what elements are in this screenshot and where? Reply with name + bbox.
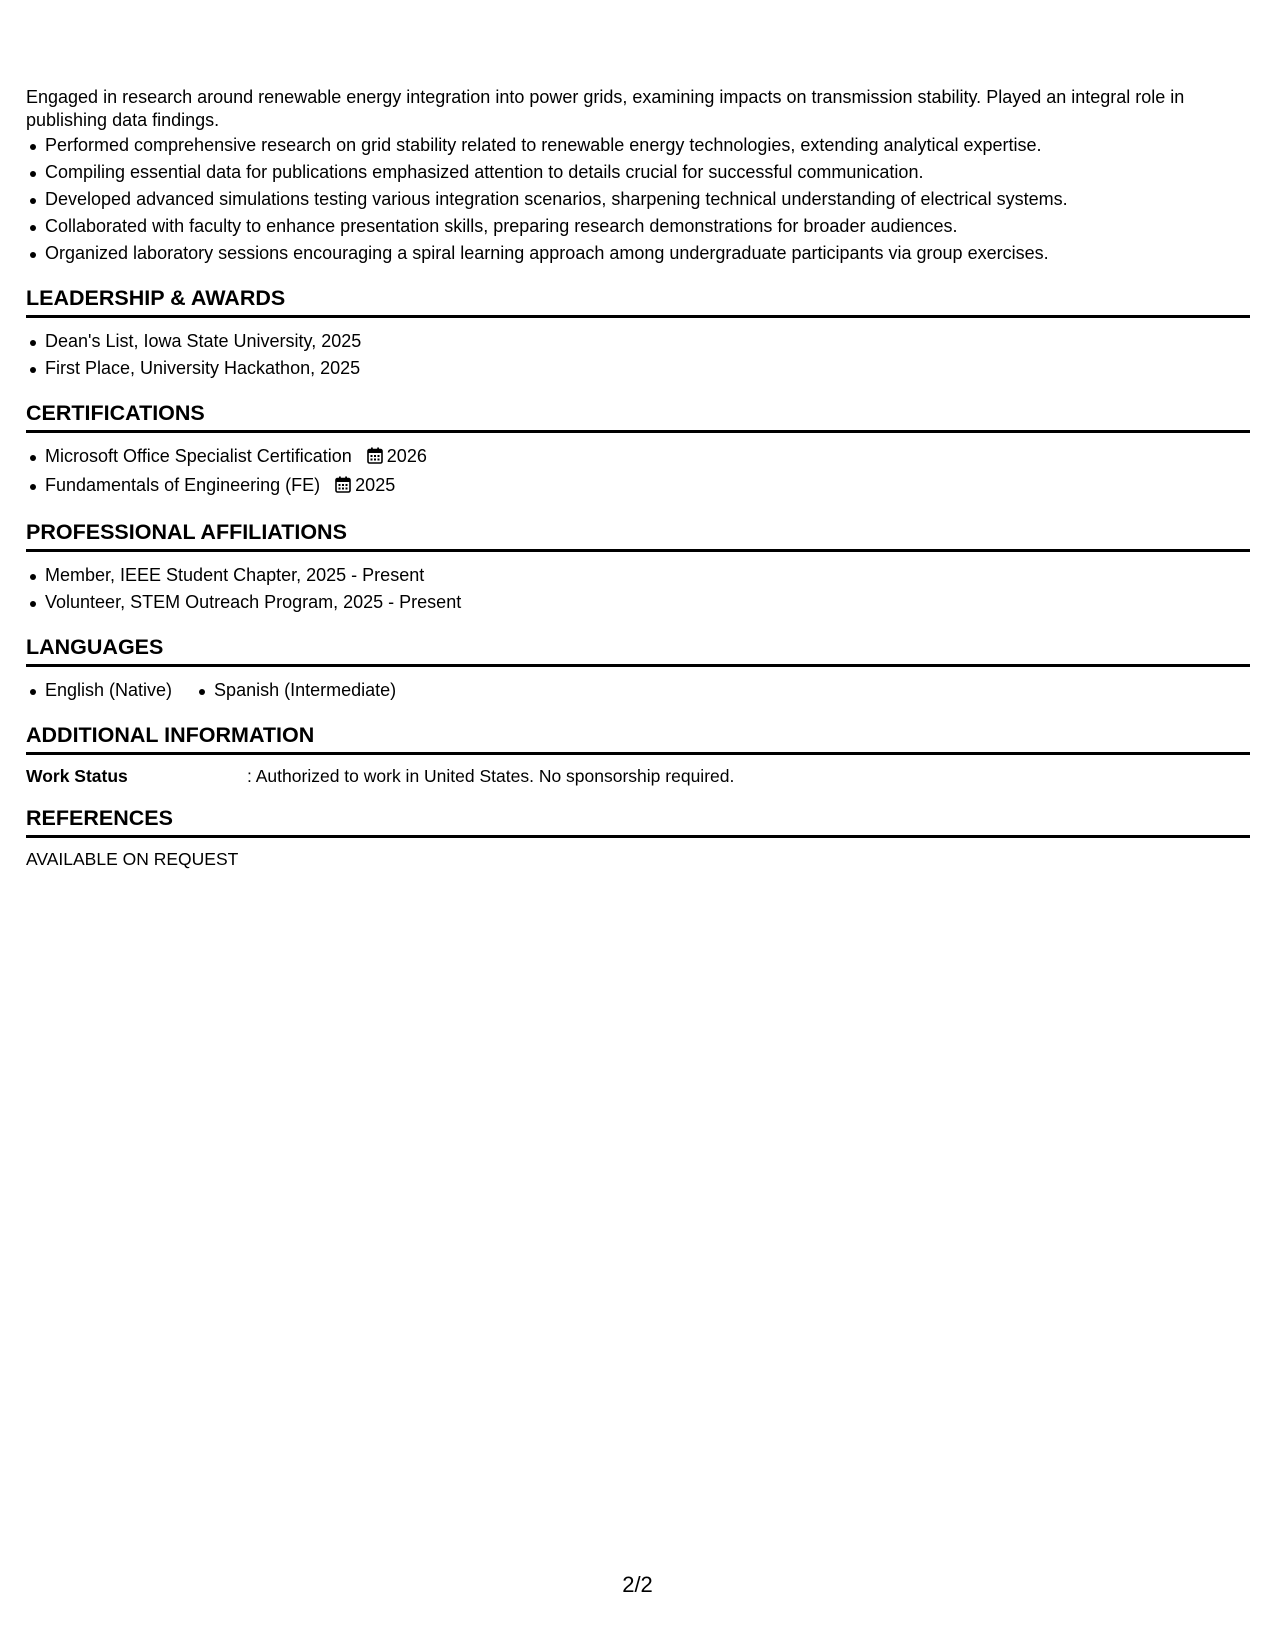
certifications-section	[26, 400, 1250, 501]
list-item: Developed advanced simulations testing various integration scenarios, sharpening technical understanding of electrical systems.	[45, 186, 1250, 213]
list-item: Volunteer, STEM Outreach Program, 2025 - Present	[45, 589, 1250, 616]
languages-list	[26, 677, 1250, 704]
section-heading-certifications: CERTIFICATIONS	[26, 400, 1250, 433]
leadership-section	[26, 285, 1250, 382]
section-heading-leadership: LEADERSHIP & AWARDS	[26, 285, 1250, 318]
section-heading-languages: LANGUAGES	[26, 634, 1250, 667]
work-status-value: : Authorized to work in United States. No sponsorship required.	[247, 766, 735, 786]
certification-name: Fundamentals of Engineering (FE)	[45, 475, 321, 495]
list-item: Member, IEEE Student Chapter, 2025 - Present	[45, 562, 1250, 589]
resume-page	[26, 0, 1250, 870]
references-text: AVAILABLE ON REQUEST	[26, 849, 239, 869]
section-heading-affiliations: PROFESSIONAL AFFILIATIONS	[26, 519, 1250, 552]
list-item	[45, 472, 1250, 501]
work-status-row	[26, 765, 1250, 787]
list-item: First Place, University Hackathon, 2025	[45, 355, 1250, 382]
page-number: 2/2	[622, 1572, 653, 1597]
additional-info-section	[26, 722, 1250, 787]
list-item: Dean's List, Iowa State University, 2025	[45, 328, 1250, 355]
calendar-icon	[367, 445, 383, 472]
certification-year: 2026	[386, 446, 427, 466]
research-summary: Engaged in research around renewable energy integration into power grids, examining impacts on transmission stability. Played an integral role in publishing data findings.	[26, 87, 1185, 130]
certifications-list	[26, 443, 1250, 501]
list-item: Organized laboratory sessions encouraging a spiral learning approach among undergraduate participants via group exercises.	[45, 240, 1250, 267]
list-item: Compiling essential data for publications emphasized attention to details crucial for successful communication.	[45, 159, 1250, 186]
languages-section	[26, 634, 1250, 704]
certification-year: 2025	[355, 475, 396, 495]
language-item: Spanish (Intermediate)	[214, 677, 396, 704]
affiliations-list	[26, 562, 1250, 616]
research-bullets	[26, 132, 1250, 267]
calendar-icon	[335, 474, 351, 501]
list-item: Collaborated with faculty to enhance presentation skills, preparing research demonstrations for broader audiences.	[45, 213, 1250, 240]
leadership-list	[26, 328, 1250, 382]
certification-name: Microsoft Office Specialist Certification	[45, 446, 352, 466]
list-item	[45, 443, 1250, 472]
affiliations-section	[26, 519, 1250, 616]
list-item: Performed comprehensive research on grid stability related to renewable energy technologies, extending analytical expertise.	[45, 132, 1250, 159]
language-item: English (Native)	[45, 677, 172, 704]
references-section	[26, 805, 1250, 870]
section-heading-additional-info: ADDITIONAL INFORMATION	[26, 722, 1250, 755]
section-heading-references: REFERENCES	[26, 805, 1250, 838]
work-status-label: Work Status	[26, 766, 128, 786]
